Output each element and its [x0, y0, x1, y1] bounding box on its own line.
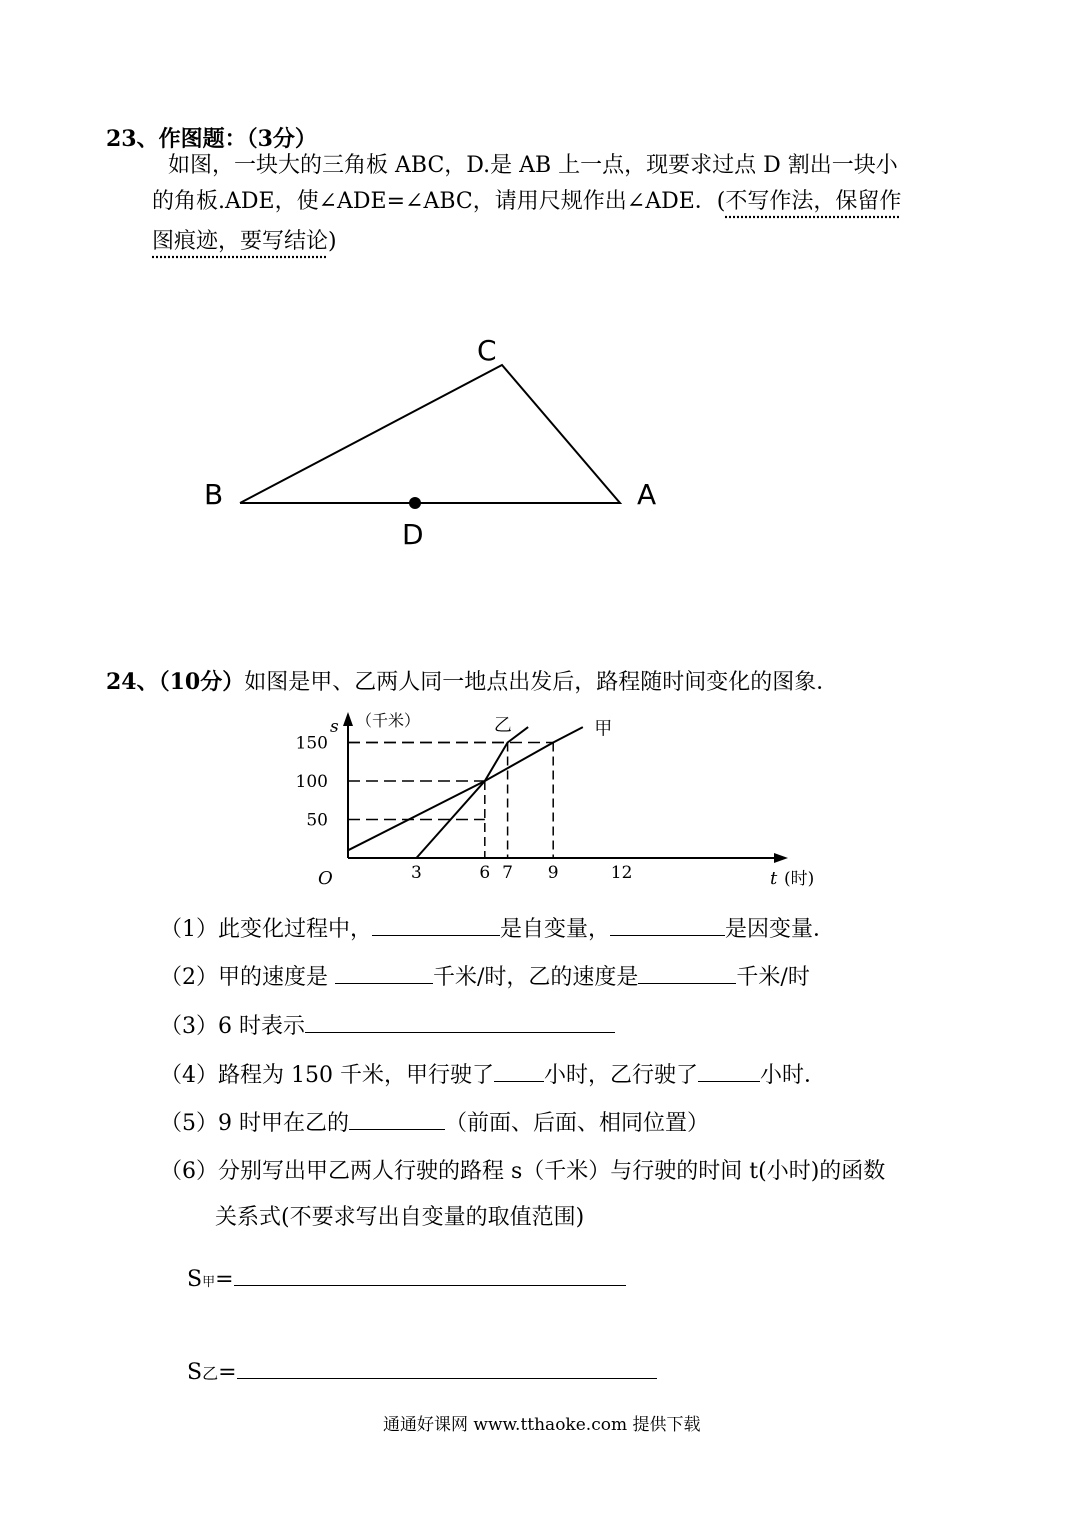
item-2-num: （2） — [160, 965, 218, 990]
label-d: D — [402, 518, 424, 551]
item-1-pre: 此变化过程中， — [218, 917, 373, 942]
s-yi-equals: = — [218, 1360, 237, 1385]
series-line-jia — [348, 727, 583, 850]
q24-item-6 — [160, 1154, 885, 1185]
x-tick-label: 6 — [479, 863, 491, 883]
item-4-pre: 路程为 150 千米，甲行驶了 — [218, 1063, 494, 1088]
q23-line-1: 如图，一块大的三角板 ABC，D.是 AB 上一点，现要求过点 D 割出一块小 — [168, 153, 898, 178]
x-axis-symbol: t — [770, 868, 778, 889]
item-5-post: （前面、后面、相同位置） — [445, 1111, 710, 1136]
y-axis-label: （千米） — [356, 711, 421, 730]
q23-line-3-text: 图痕迹，要写结论 — [152, 229, 329, 254]
item-5-blank[interactable] — [349, 1107, 445, 1130]
item-4-mid: 小时，乙行驶了 — [543, 1063, 698, 1088]
s-jia-sub: 甲 — [202, 1275, 216, 1290]
s-jia-equals: = — [215, 1267, 234, 1292]
q24-item-4 — [160, 1058, 826, 1089]
footer-text: 通通好课网 www.tthaoke.com 提供下载 — [383, 1415, 701, 1435]
s-jia-answer — [187, 1263, 626, 1292]
item-5-num: （5） — [160, 1111, 218, 1136]
q23-line-3-end: ) — [328, 229, 337, 254]
q24-item-6-line-2: 关系式(不要求写出自变量的取值范围) — [215, 1205, 585, 1230]
s-jia-blank[interactable] — [234, 1263, 626, 1286]
q24-score: （10分） — [158, 669, 245, 695]
y-axis-arrow — [343, 712, 353, 726]
item-6-pre: 分别写出甲乙两人行驶的路程 s（千米）与行驶的时间 t(小时)的函数 — [218, 1159, 886, 1184]
y-axis-symbol: s — [330, 717, 339, 737]
q23-number: 23、作图题： — [106, 126, 247, 152]
series-line-yi — [416, 727, 528, 858]
origin-label: O — [318, 868, 333, 889]
q24-number: 24、 — [106, 669, 159, 695]
item-3-blank[interactable] — [305, 1010, 615, 1033]
series-label-jia: 甲 — [594, 718, 613, 740]
item-1-blank-a[interactable] — [372, 913, 500, 936]
item-1-num: （1） — [160, 917, 218, 942]
item-2-blank-b[interactable] — [638, 961, 736, 984]
item-2-blank-a[interactable] — [335, 961, 433, 984]
q24-heading — [106, 665, 838, 696]
item-1-mid: 是自变量， — [500, 917, 611, 942]
item-2-mid: 千米/时，乙的速度是 — [433, 965, 639, 990]
q24-item-2 — [160, 960, 810, 991]
x-tick-label: 9 — [547, 863, 559, 883]
x-tick-label: 12 — [610, 863, 633, 883]
q24-item-3 — [160, 1009, 615, 1040]
x-tick-label: 7 — [502, 863, 514, 883]
y-tick-label: 50 — [306, 810, 328, 831]
item-1-blank-b[interactable] — [610, 913, 725, 936]
item-4-blank-b[interactable] — [698, 1059, 760, 1082]
triangle-outline — [240, 365, 620, 503]
series-label-yi: 乙 — [493, 714, 512, 736]
item-3-num: （3） — [160, 1014, 218, 1039]
distance-time-chart — [290, 700, 870, 900]
s-yi-answer — [187, 1356, 657, 1385]
label-c: C — [477, 334, 497, 367]
point-d — [409, 497, 421, 509]
triangle-figure — [190, 330, 670, 560]
item-3-pre: 6 时表示 — [218, 1014, 305, 1039]
y-tick-label: 100 — [295, 772, 328, 792]
item-4-blank-a[interactable] — [494, 1059, 544, 1082]
item-5-pre: 9 时甲在乙的 — [218, 1111, 349, 1136]
q23-line-2a: 的角板.ADE，使∠ADE=∠ABC，请用尺规作出∠ADE．( — [152, 189, 726, 214]
y-tick-label: 150 — [295, 733, 328, 754]
q24-intro: 如图是甲、乙两人同一地点出发后，路程随时间变化的图象． — [244, 670, 839, 695]
item-2-post: 千米/时 — [736, 965, 810, 990]
item-4-post: 小时． — [760, 1063, 827, 1088]
q23-score: （3分） — [246, 126, 317, 152]
label-a: A — [637, 478, 657, 511]
x-axis-arrow — [774, 853, 788, 863]
q23-line-2 — [152, 182, 901, 222]
s-yi-label: S — [187, 1360, 203, 1385]
q24-item-1 — [160, 912, 835, 943]
x-tick-label: 3 — [410, 863, 422, 883]
x-axis-label: (时) — [784, 869, 815, 889]
label-b: B — [204, 478, 224, 511]
s-yi-blank[interactable] — [237, 1356, 657, 1379]
item-2-pre: 甲的速度是 — [218, 965, 335, 990]
item-6-num: （6） — [160, 1159, 218, 1184]
q24-item-5 — [160, 1106, 709, 1137]
item-4-num: （4） — [160, 1063, 218, 1088]
s-yi-sub: 乙 — [202, 1364, 219, 1383]
q23-line-3 — [152, 222, 337, 262]
s-jia-label: S — [187, 1267, 203, 1292]
item-1-post: 是因变量． — [725, 917, 836, 942]
q23-line-2b: 不写作法，保留作 — [725, 189, 902, 214]
